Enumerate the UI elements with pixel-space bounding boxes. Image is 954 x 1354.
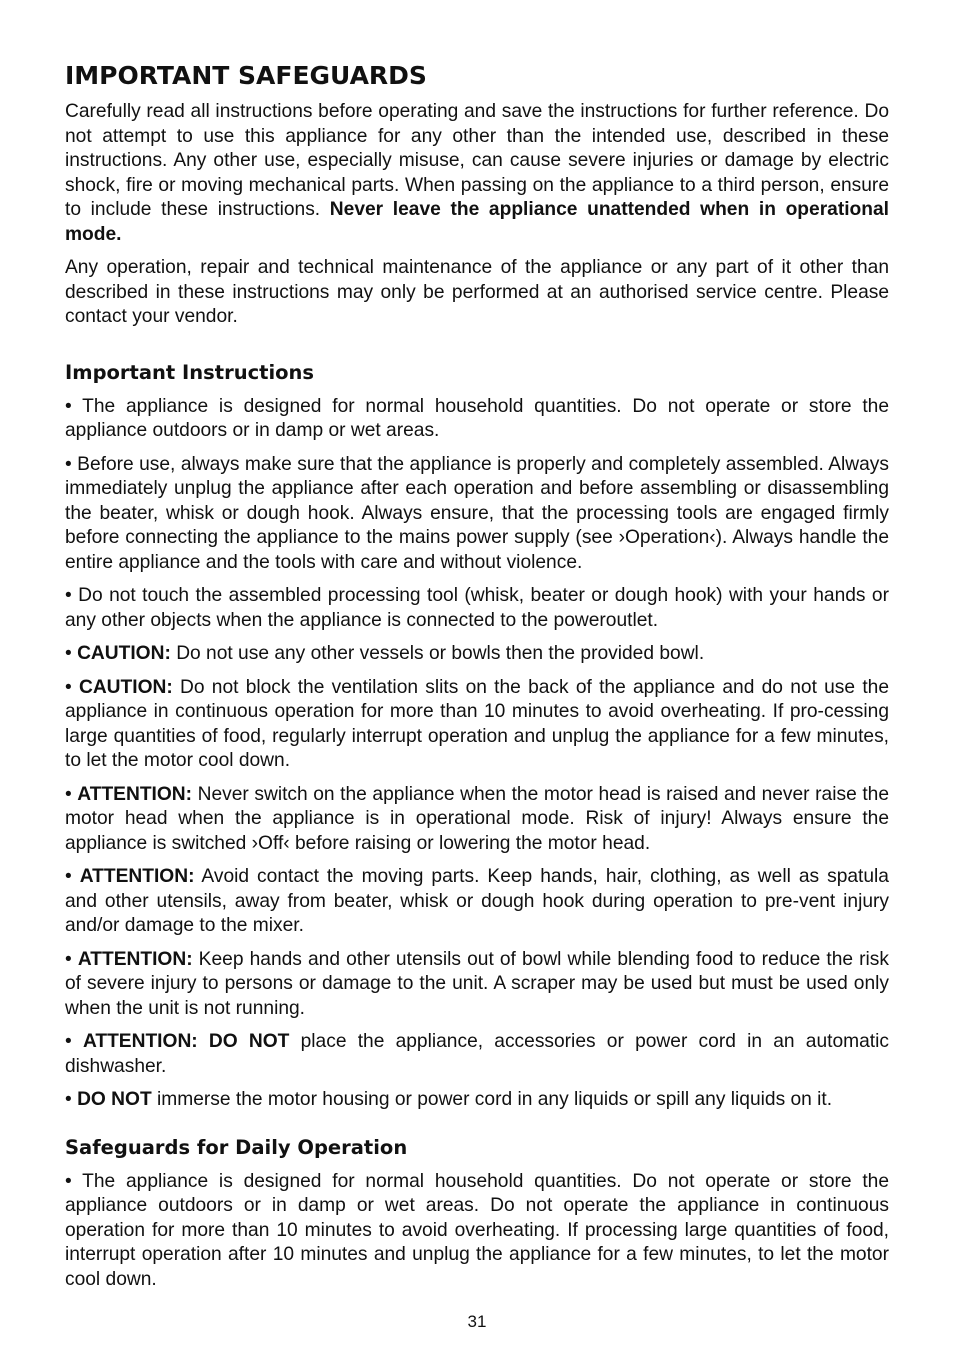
bullet: • <box>65 676 79 698</box>
item-text: immerse the motor housing or power cord in any liquids or spill any liquids on it. <box>151 1089 833 1110</box>
warning-label: ATTENTION: <box>77 948 193 970</box>
item-text: Do not use any other vessels or bowls then the provided bowl. <box>170 643 705 664</box>
warning-label: ATTENTION: DO NOT <box>82 1031 290 1052</box>
bullet: • <box>65 948 78 970</box>
intro-paragraph-2: Any operation, repair and technical maintenance of the appliance or any part of it other than described in these instructions may only be performed at an authorised service centre. Please contact your vendor. <box>65 257 889 327</box>
daily-operation-list <box>65 1170 889 1293</box>
section-heading-daily-operation: Safeguards for Daily Operation <box>65 1135 408 1159</box>
list-item <box>65 584 889 633</box>
bullet: • <box>65 783 78 805</box>
list-item <box>65 642 889 667</box>
item-text: The appliance is designed for normal household quantities. Do not operate or store the appliance outdoors or in damp or wet areas. <box>65 395 890 441</box>
item-text: place the appliance, accessories or power cord in an automatic dishwasher. <box>65 1031 889 1077</box>
intro-text: Carefully read all instructions before operating and save the instructions for further reference. Do not attempt to use this appliance for any other than the intended use, described in these instructions. Any other use, especially misuse, can cause severe injuries or damage by electric shock, fire or moving mechanical parts. When passing on the appliance to a third person, ensure to include these instructions. <box>65 101 889 220</box>
item-text: Before use, always make sure that the appliance is properly and completely assembled. Always immediately unplug the appliance after each operation and before assembling or disassembling the beater, whisk or dough hook. Always ensure, that the processing tools are engaged firmly before connecting the appliance to the mains power supply (see ›Operation‹). Always handle the entire appliance and the tools with care and without violence. <box>65 453 889 573</box>
list-item <box>65 1030 889 1079</box>
item-text: Keep hands and other utensils out of bowl while blending food to reduce the risk of severe injury to persons or damage to the unit. A scraper may be used but must be used only when the unit is not running. <box>65 948 889 1019</box>
page-number: 31 <box>467 1312 487 1331</box>
item-text: Do not block the ventilation slits on the back of the appliance and do not use the appliance in continuous operation for more than 10 minutes to avoid overheating. If pro-cessing large quantities of food, regularly interrupt operation and unplug the appliance for a few minutes, to let the motor cool down. <box>65 676 889 771</box>
section-heading-important-instructions: Important Instructions <box>65 360 315 384</box>
list-item <box>65 1088 889 1113</box>
page-title: IMPORTANT SAFEGUARDS <box>65 61 427 90</box>
bullet: • <box>65 1170 83 1192</box>
list-item <box>65 1170 889 1293</box>
item-text: The appliance is designed for normal household quantities. Do not operate or store the appliance outdoors or in damp or wet areas. Do not operate the appliance in continuous operation for more than 10 minutes to avoid overheating. If processing large quantities of food, interrupt operation after 10 minutes and unplug the appliance for a few minutes, to let the motor cool down. <box>65 1170 890 1290</box>
bullet: • <box>65 866 80 887</box>
list-item <box>65 453 889 576</box>
important-instructions-list <box>65 395 889 1113</box>
warning-label: DO NOT <box>77 1089 152 1110</box>
bullet: • <box>65 395 83 417</box>
warning-label: ATTENTION: <box>77 783 193 805</box>
warning-label: CAUTION: <box>77 643 171 664</box>
list-item <box>65 676 889 774</box>
intro-warning: Never leave the appliance unattended when in operational mode. <box>65 199 889 245</box>
bullet: • <box>65 1031 83 1052</box>
list-item <box>65 865 889 939</box>
document-page <box>65 60 889 1301</box>
list-item <box>65 783 889 857</box>
item-text: Never switch on the appliance when the motor head is raised and never raise the motor head when the appliance is in operational mode. Risk of injury! Always ensure the appliance is switched ›Off‹ before raising or lowering the motor head. <box>65 783 889 854</box>
list-item <box>65 395 889 444</box>
list-item <box>65 948 889 1022</box>
warning-label: ATTENTION: <box>79 866 195 887</box>
item-text: Do not touch the assembled processing tool (whisk, beater or dough hook) with your hands or any other objects when the appliance is connected to the poweroutlet. <box>65 585 889 631</box>
item-text: Avoid contact the moving parts. Keep hands, hair, clothing, as well as spatula and other utensils, away from beater, whisk or dough hook during operation to pre-vent injury and/or damage to the mixer. <box>65 866 889 936</box>
bullet: • <box>65 453 78 475</box>
intro-paragraph-1 <box>65 100 889 247</box>
bullet: • <box>65 643 78 664</box>
bullet: • <box>65 585 79 606</box>
bullet: • <box>65 1089 78 1110</box>
warning-label: CAUTION: <box>78 676 173 698</box>
